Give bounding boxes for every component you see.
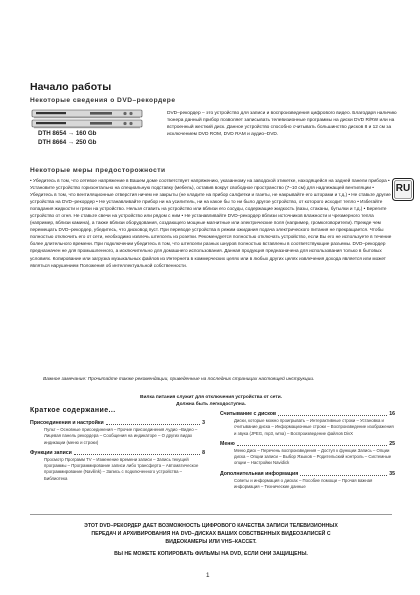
toc-entry-page: 3 — [202, 420, 205, 426]
page-number: 1 — [206, 572, 210, 579]
language-badge-ru — [392, 178, 414, 201]
model-8664-label: DTH 8664 → 250 Gb — [38, 139, 97, 146]
toc-entry-description: Диски, которые можно проигрывать – Интерактивные строки – Установка и считывание диска – Информационные строки – Воспроизведение изображения и звука (JPEG, mp3, wma) – Воспроизведение файлов DivX — [234, 418, 394, 436]
toc-right-column — [220, 411, 395, 494]
ru-badge-label: RU — [395, 183, 411, 194]
model-8654-label: DTH 8654 → 160 Gb — [38, 130, 97, 137]
toc-entry-title: Меню — [220, 440, 235, 447]
toc-entry-page: 35 — [389, 470, 395, 477]
toc-entry-page: 25 — [389, 440, 395, 447]
intro-subtitle: Некоторые сведения о DVD–рекордере — [30, 97, 176, 104]
toc-entry-title: Считывание с дисков — [220, 411, 277, 417]
toc-entry-title: Дополнительная информация — [220, 470, 299, 477]
safety-paragraph: • Убедитесь в том, что сетевое напряжение в Вашем доме соответствует напряжению, указанному на заводской этикетке, находящейся на задней панели прибора • Установите устройство горизонтально на специальную подставку (мебель), оставив вокруг свободное пространство (7–10 см) для надлежащей вентиляции • Убедитесь в том, что вентиляционные отверстия ничем не закрыты (не кладите на прибор салфетки и газеты, не накрывайте его шторами и т.д.) • Не ставьте другие устройства на DVD–рекордер • Не устанавливайте прибор ни на усилитель, ни на какое бы то ни было другое устройство, от которого исходит тепло • Избегайте попадания жидкости и грязи на устройство. Нельзя ставить на устройство или вблизи его сосуды, содержащие жидкость (вазы, стаканы, бутылки и т.д.) • Берегите устройство от огня. Не ставьте свечи на устройство или рядом с ним • Не устанавливайте DVD–рекордер вблизи источников влажности и чрезмерного тепла (например, вблизи камина), а также вблизи оборудования, создающего мощные магнитные или электрические поля (например, громкоговорители). Прежде чем перемещать DVD–рекордер, убедитесь, что дисковод пуст. При переводе устройства в режим ожидания подача электрического питания не прекращается. Чтобы полностью отключить его от сети, необходимо извлечь штепсель из розетки. Рекомендуется полностью отключать устройство, если Вы его не используете в течение более длительного времени. При подключении убедитесь в том, что штепсели разных шнуров полностью вставлены в соответствующие разъемы. DVD–рекордер предназначен не для промышленного, а исключительно для домашнего использования. Данная продукция предназначена для использования только в бытовых условиях. Копирование или загрузка музыкальных файлов из Интернета в коммерческих целях или в любых других целях извлечения дохода является или может являться нарушением Положения об интеллектуальной собственности. — [30, 178, 392, 268]
toc-entry-description: Пульт – Основные присоединения – Прочие присоединения Аудио –Видео – Лицевая панель рекордера – Сообщения на индикаторе – О других видах индикации (меню и строки) — [44, 427, 198, 445]
toc-entry-title: Функции записи — [30, 449, 72, 456]
toc-entry-description: Просмотр Программ TV – Изменение времени записи – Запись текущей программы – Программирование записи либо трансферта – Автоматическое программирование (Navilink) – Запись с подключенного устройства – Библиотека — [44, 456, 199, 481]
toc-entry — [30, 420, 205, 446]
toc-entry — [30, 450, 205, 482]
toc-entry — [220, 441, 395, 467]
warning-line-1: Вилка питания служит для отключения устройства от сети. — [139, 395, 283, 400]
footer-line-1: ЭТОТ DVD–РЕКОРДЕР ДАЕТ ВОЗМОЖНОСТЬ ЦИФРОВОГО КАЧЕСТВА ЗАПИСИ ТЕЛЕВИЗИОННЫХ — [84, 523, 338, 529]
safety-subtitle: Некоторые меры предосторожности — [30, 167, 166, 174]
dvd-recorder-unit-bottom — [32, 120, 142, 128]
toc-entry-page: 8 — [202, 449, 205, 456]
toc-left-column — [30, 420, 205, 486]
toc-entry-description: Советы и информация о дисках – Пособие помощи – Прочая важная информация – Технические данные — [234, 477, 373, 490]
footer-line-2: ПЕРЕДАЧ И АРХИВИРОВАНИЯ НА DVD–ДИСКАХ ВАШИХ СОБСТВЕННЫХ ВИДЕОЗАПИСЕЙ С — [91, 530, 331, 537]
power-plug-warning — [30, 394, 392, 408]
footer-divider — [30, 514, 392, 515]
toc-entry — [220, 411, 395, 437]
toc-entry — [220, 471, 395, 491]
dvd-recorder-unit-top — [32, 110, 142, 118]
warning-line-2: Должна быть легкодоступна. — [176, 402, 246, 407]
footer-line-3: ВИДЕОКАМЕРЫ ИЛИ VHS–КАССЕТ. — [165, 538, 257, 545]
toc-title: Краткое содержание... — [30, 407, 116, 414]
page-title: Начало работы — [30, 81, 112, 93]
toc-entry-title: Присоединения и настройки — [30, 420, 104, 426]
toc-entry-description: Меню Диск – Перечень воспроизведения – Доступ к функции Запись – Опции диска – Опции записи – Выбор Языков – Родительский контроль – Системные опции – Настройки Navidick — [234, 447, 392, 466]
toc-entry-page: 16 — [389, 411, 395, 417]
important-note: Важное замечание: Прочитайте также рекомендации, приведенные на последних страницах настоящей инструкции. — [43, 377, 315, 382]
footer-feature-statement — [30, 523, 392, 546]
footer-copy-protection-notice: ВЫ НЕ МОЖЕТЕ КОПИРОВАТЬ ФИЛЬМЫ НА DVD, ЕСЛИ ОНИ ЗАЩИЩЕНЫ. — [114, 551, 308, 557]
intro-paragraph: DVD–рекордер – это устройство для записи и воспроизведения цифрового видео. Благодаря наличию тюнера данный прибор позволяет записывать телевизионные программы на диски DVD R/RW или на встроенный жесткий диск. Данное устройство способно считывать большинство дисков 8 и 12 см за исключением DVD ROM, DVD RAM и аудио–DVD. — [167, 111, 397, 137]
